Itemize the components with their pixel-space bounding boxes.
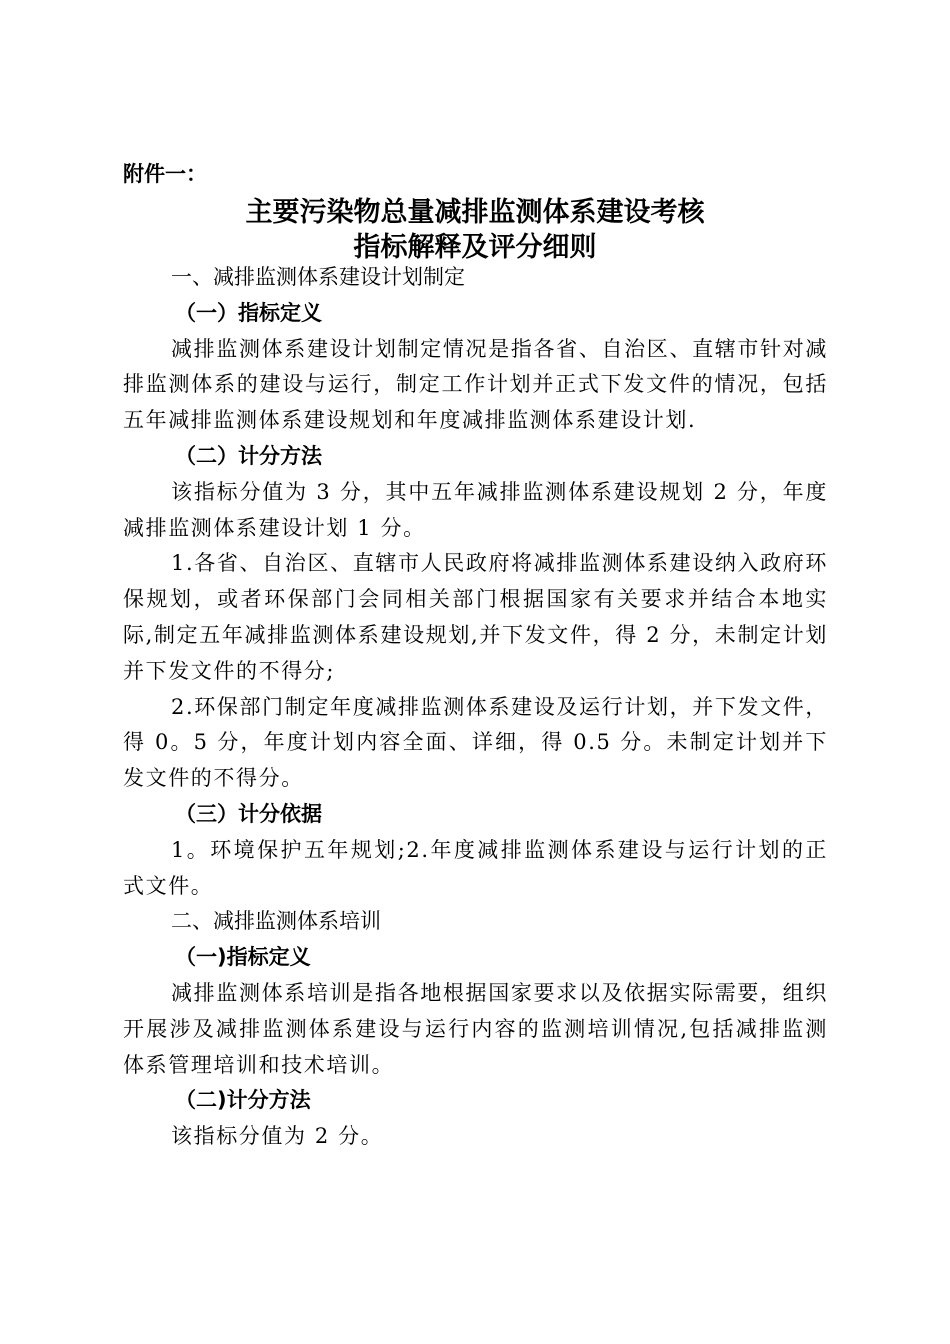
section2-sub1-paragraph: 减排监测体系培训是指各地根据国家要求以及依据实际需要，组织开展涉及减排监测体系建设与运行内容的监测培训情况,包括减排监测体系管理培训和技术培训。 <box>123 980 828 1077</box>
section1-sub2-paragraph3: 2.环保部门制定年度减排监测体系建设及运行计划，并下发文件，得 0。5 分，年度计划内容全面、详细，得 0.5 分。未制定计划并下发文件的不得分。 <box>123 694 828 791</box>
section1-sub2-paragraph1: 该指标分值为 3 分，其中五年减排监测体系建设规划 2 分，年度减排监测体系建设计划 1 分。 <box>123 479 828 540</box>
section2-sub2-paragraph: 该指标分值为 2 分。 <box>171 1124 384 1149</box>
document-title-line2: 指标解释及评分细则 <box>353 232 597 263</box>
section2-sub2-heading: （二)计分方法 <box>175 1088 311 1113</box>
section1-heading: 一、减排监测体系建设计划制定 <box>171 265 465 289</box>
document-title-line1: 主要污染物总量减排监测体系建设考核 <box>245 197 705 228</box>
section1-sub1-paragraph: 减排监测体系建设计划制定情况是指各省、自治区、直辖市针对减排监测体系的建设与运行，制定工作计划并正式下发文件的情况，包括五年减排监测体系建设规划和年度减排监测体系建设计划. <box>123 336 828 433</box>
attachment-label: 附件一： <box>123 162 207 186</box>
section1-sub2-paragraph2: 1.各省、自治区、直辖市人民政府将减排监测体系建设纳入政府环保规划，或者环保部门会同相关部门根据国家有关要求并结合本地实际,制定五年减排监测体系建设规划,并下发文件，得 2 分，未制定计划并下发文件的不得分; <box>123 551 828 683</box>
section1-sub3-paragraph: 1。环境保护五年规划;2.年度减排监测体系建设与运行计划的正式文件。 <box>123 837 828 898</box>
document-body <box>123 260 828 1155</box>
section1-sub1-heading: （一）指标定义 <box>175 300 322 325</box>
section2-heading: 二、减排监测体系培训 <box>171 909 381 934</box>
section1-sub3-heading: （三）计分依据 <box>175 801 322 826</box>
section1-sub2-heading: （二）计分方法 <box>175 443 322 468</box>
section2-sub1-heading: （一)指标定义 <box>175 945 311 970</box>
